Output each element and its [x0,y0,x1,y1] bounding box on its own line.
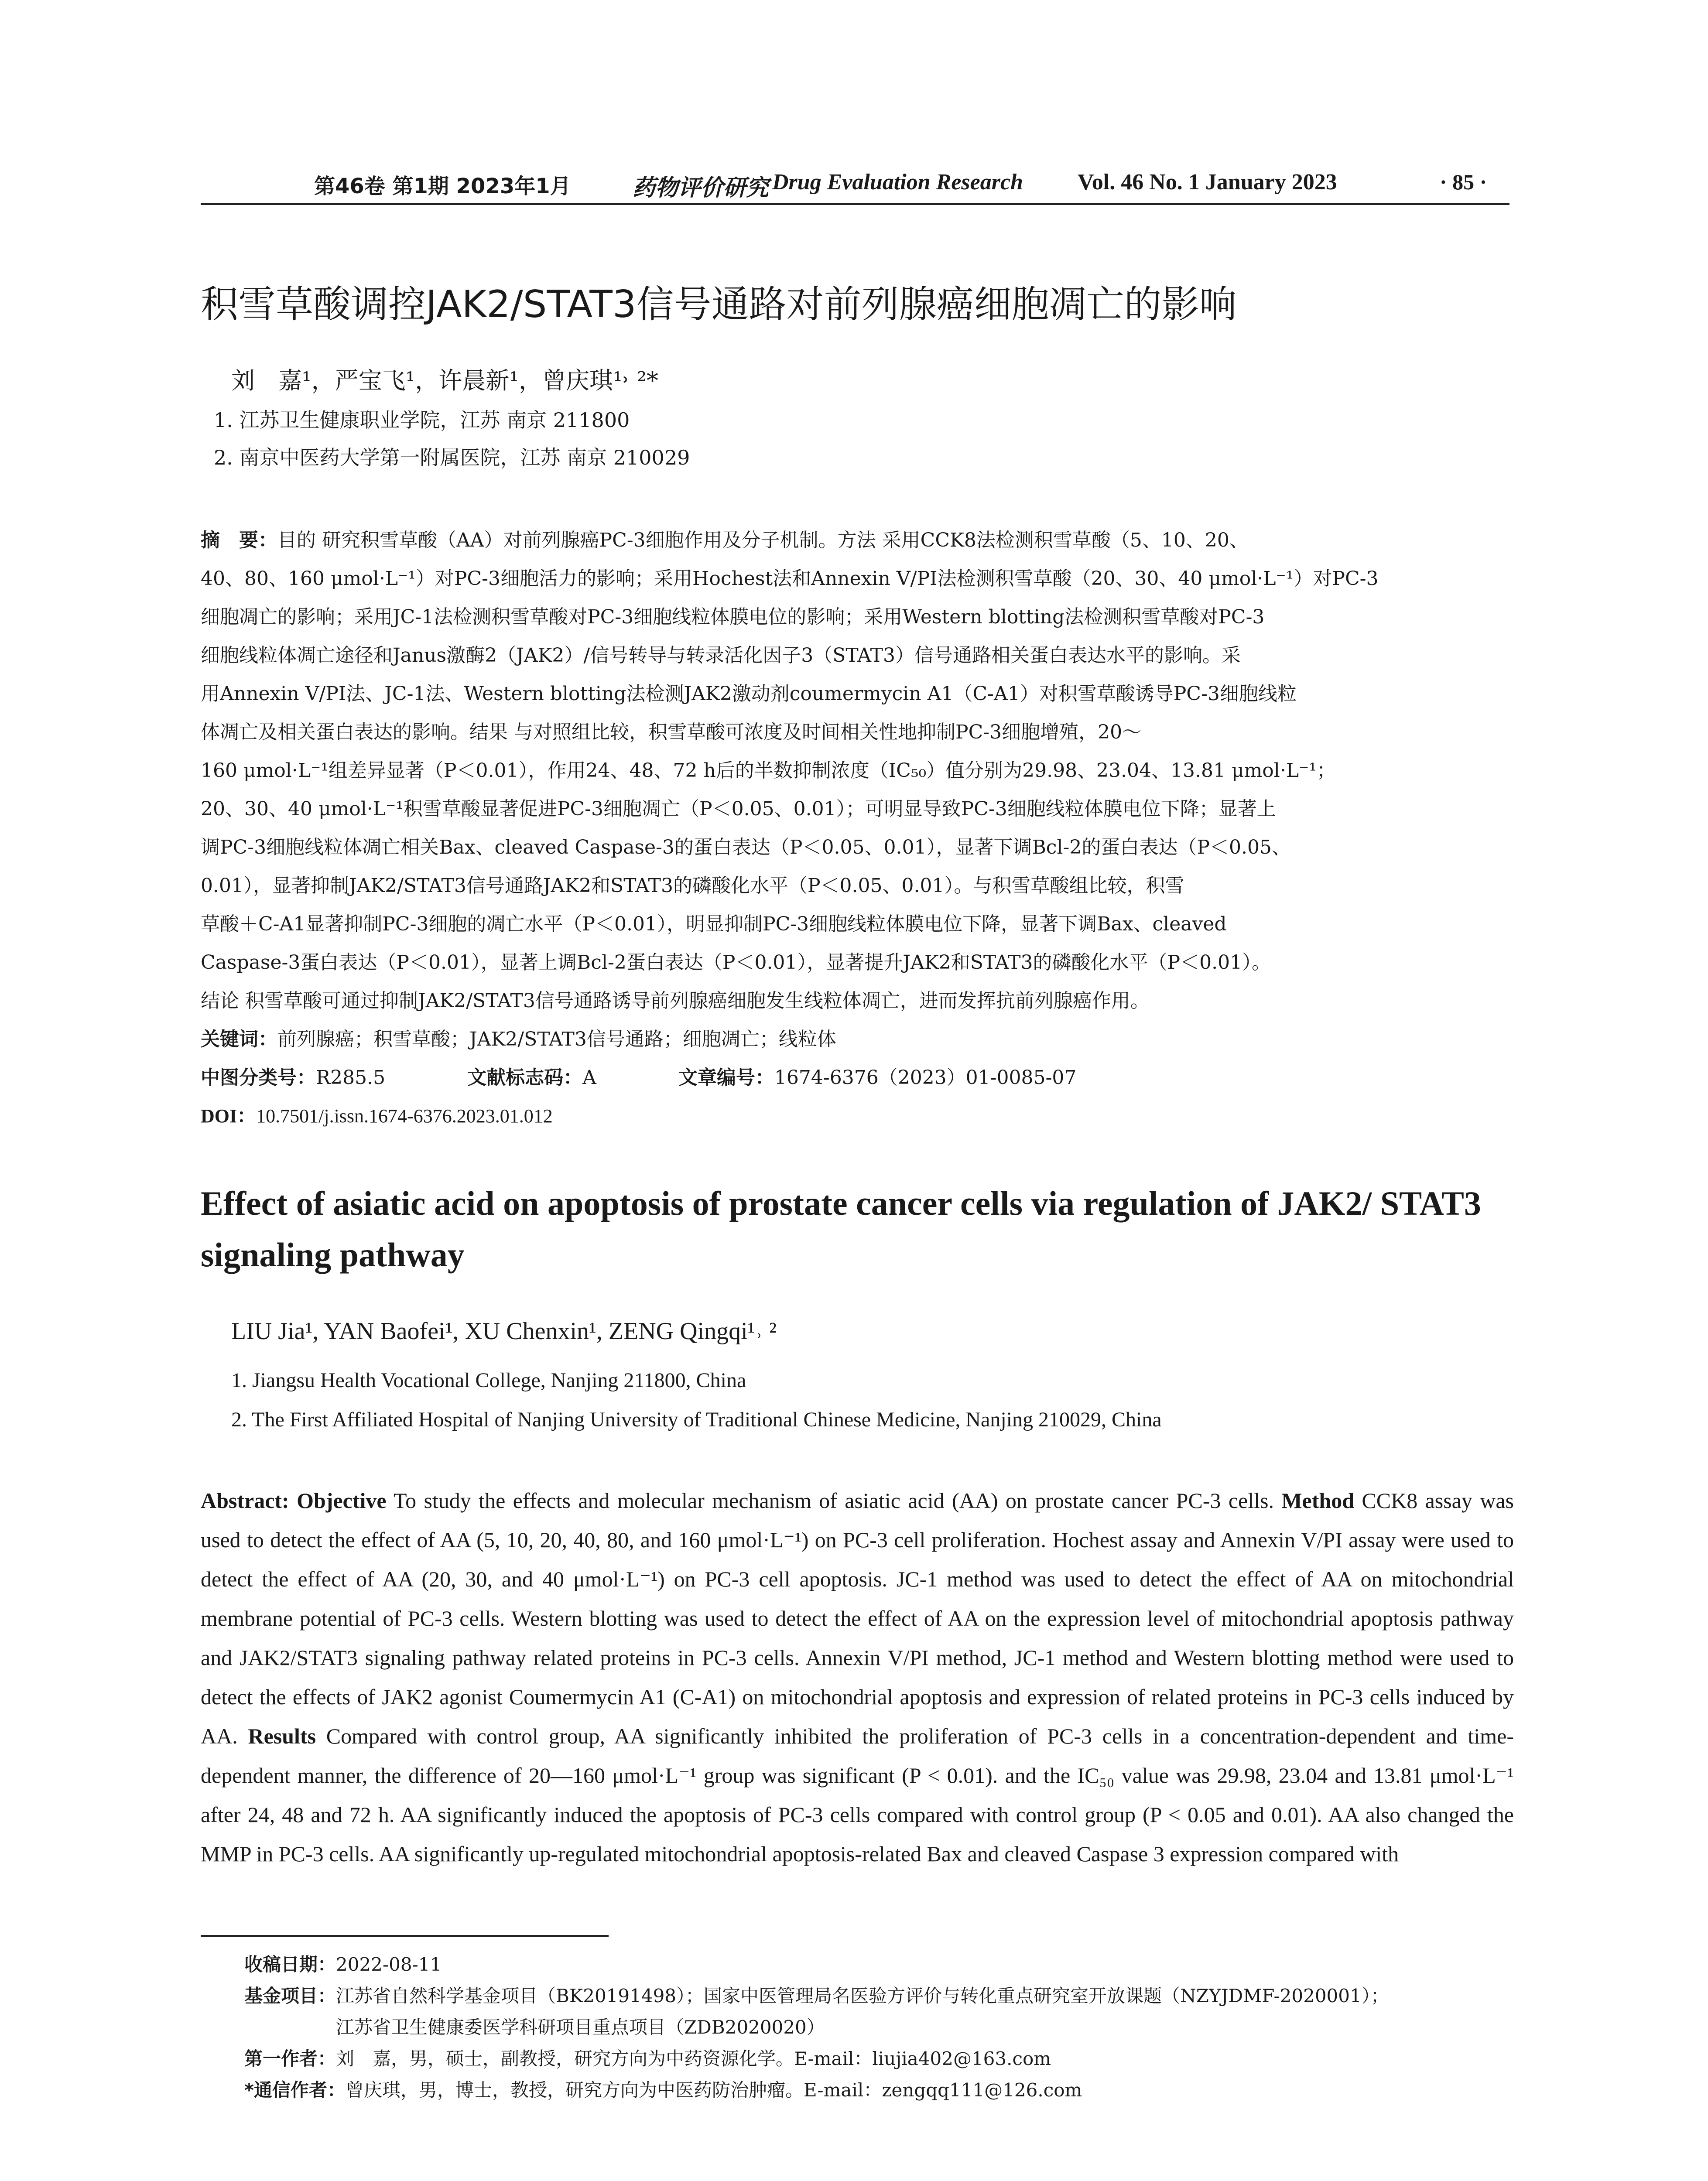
objective-text: To study the effects and molecular mechanism of asiatic acid (AA) on prostate cancer PC-3 cells. [394,1488,1274,1513]
footnote-rule [201,1935,609,1937]
clc-label: 中图分类号： [201,1067,316,1089]
received-date: 2022-08-11 [336,1954,442,1975]
doc-code-label: 文献标志码： [467,1067,583,1089]
journal-logo-cn: 药物评价研究 [633,174,769,201]
results-label: Results [248,1724,316,1748]
article-no-value: 1674-6376（2023）01-0085-07 [774,1067,1077,1089]
cn-abstract [201,521,1514,1135]
cn-abstract-line: 细胞线粒体凋亡途径和Janus激酶2（JAK2）/信号转导与转录活化因子3（STAT3）信号通路相关蛋白表达水平的影响。采 [201,644,1241,667]
journal-issue-cn: 第46卷 第1期 2023年1月 [314,174,571,198]
keywords-label: 关键词： [201,1028,277,1050]
cn-title: 积雪草酸调控JAK2/STAT3信号通路对前列腺癌细胞凋亡的影响 [201,283,1237,326]
cn-abstract-line: 调PC-3细胞线粒体凋亡相关Bax、cleaved Caspase-3的蛋白表达（P＜0.05、0.01），显著下调Bcl-2的蛋白表达（P＜0.05、 [201,836,1291,858]
cn-authors: 刘 嘉¹，严宝飞¹，许晨新¹，曾庆琪¹˒ ²* [231,367,658,394]
journal-volume-en: Vol. 46 No. 1 January 2023 [1078,170,1337,195]
doi-value: 10.7501/j.issn.1674-6376.2023.01.012 [256,1105,553,1127]
fund-label: 基金项目： [244,1985,336,2007]
results-text: Compared with control group, AA significantly inhibited the proliferation of PC-3 cells in a concentration-dependent and time-dependent manner, the difference of 20—160 μmol·L⁻¹ group was significant (P < 0.01). and the IC₅₀ value was 29.98, 23.04 and 13.81 μmol·L⁻¹ after 24, 48 and 72 h. AA significantly induced the apoptosis of PC-3 cells compared with control group (P < 0.05 and 0.01). AA also changed the MMP in PC-3 cells. AA significantly up-regulated mitochondrial apoptosis-related Bax and cleaved Caspase 3 expression compared with [201,1724,1514,1866]
en-affiliation: 1. Jiangsu Health Vocational College, Nanjing 211800, China [231,1369,746,1392]
cn-abstract-label: 摘 要： [201,529,277,551]
en-affiliation: 2. The First Affiliated Hospital of Nanjing University of Traditional Chinese Medicine, Nanjing 210029, China [231,1408,1162,1431]
doc-code-value: A [582,1067,596,1089]
cn-abstract-line: 目的 研究积雪草酸（AA）对前列腺癌PC-3细胞作用及分子机制。方法 采用CCK8法检测积雪草酸（5、10、20、 [277,529,1249,551]
corresponding-text: 曾庆琪，男，博士，教授，研究方向为中医药防治肿瘤。E-mail：zengqq111@126.com [345,2079,1082,2101]
received-label: 收稿日期： [244,1954,336,1975]
cn-abstract-line: 0.01），显著抑制JAK2/STAT3信号通路JAK2和STAT3的磷酸化水平（P＜0.05、0.01）。与积雪草酸组比较，积雪 [201,875,1184,897]
cn-abstract-line: 20、30、40 μmol·L⁻¹积雪草酸显著促进PC-3细胞凋亡（P＜0.05、0.01）；可明显导致PC-3细胞线粒体膜电位下降；显著上 [201,798,1276,820]
doi-label: DOI： [201,1105,257,1127]
header-rule [201,203,1509,205]
fund-text: 江苏省自然科学基金项目（BK20191498）；国家中医管理局名医验方评价与转化重点研究室开放课题（NZYJDMF-2020001）； [336,1985,1389,2007]
keywords: 前列腺癌；积雪草酸；JAK2/STAT3信号通路；细胞凋亡；线粒体 [277,1028,836,1050]
cn-abstract-line: 草酸＋C-A1显著抑制PC-3细胞的凋亡水平（P＜0.01），明显抑制PC-3细胞线粒体膜电位下降，显著下调Bax、cleaved [201,913,1227,935]
classification-row [201,1059,1514,1097]
en-abstract [201,1481,1514,1873]
footnotes [244,1949,1389,2106]
objective-label: Objective [297,1488,387,1513]
article-no-label: 文章编号： [678,1067,774,1089]
en-title: Effect of asiatic acid on apoptosis of prostate cancer cells via regulation of JAK2/ STAT3 signaling pathway [201,1184,1481,1274]
cn-affiliation: 2. 南京中医药大学第一附属医院，江苏 南京 210029 [214,446,690,469]
cn-affiliation: 1. 江苏卫生健康职业学院，江苏 南京 211800 [214,408,630,432]
fund-text-continued: 江苏省卫生健康委医学科研项目重点项目（ZDB2020020） [336,2017,825,2038]
clc-value: R285.5 [316,1067,386,1089]
cn-abstract-line: 结论 积雪草酸可通过抑制JAK2/STAT3信号通路诱导前列腺癌细胞发生线粒体凋亡，进而发挥抗前列腺癌作用。 [201,990,1150,1012]
cn-abstract-line: 160 μmol·L⁻¹组差异显著（P＜0.01），作用24、48、72 h后的半数抑制浓度（IC₅₀）值分别为29.98、23.04、13.81 μmol·L⁻¹； [201,759,1336,782]
cn-abstract-line: 细胞凋亡的影响；采用JC-1法检测积雪草酸对PC-3细胞线粒体膜电位的影响；采用Western blotting法检测积雪草酸对PC-3 [201,606,1265,628]
en-authors: LIU Jia¹, YAN Baofei¹, XU Chenxin¹, ZENG Qingqi¹˒ ² [231,1318,777,1345]
journal-name-en: Drug Evaluation Research [772,170,1023,195]
en-abstract-label: Abstract: [201,1488,289,1513]
method-text: CCK8 assay was used to detect the effect of AA (5, 10, 20, 40, 80, and 160 μmol·L⁻¹) on PC-3 cell proliferation. Hochest assay and Annexin V/PI assay were used to detect the effect of AA (20, 30, and 40 μmol·L⁻¹) on PC-3 cell apoptosis. JC-1 method was used to detect the effect of AA on mitochondrial membrane potential of PC-3 cells. Western blotting was used to detect the effect of AA on the expression level of mitochondrial apoptosis pathway and JAK2/STAT3 signaling pathway related proteins in PC-3 cells. Annexin V/PI method, JC-1 method and Western blotting method were used to detect the effects of JAK2 agonist Coumermycin A1 (C-A1) on mitochondrial apoptosis and expression of related proteins in PC-3 cells induced by AA. [201,1488,1514,1748]
corresponding-label: *通信作者： [244,2079,346,2101]
cn-abstract-line: 40、80、160 μmol·L⁻¹）对PC-3细胞活力的影响；采用Hochest法和Annexin V/PI法检测积雪草酸（20、30、40 μmol·L⁻¹）对PC-3 [201,567,1379,590]
first-author-label: 第一作者： [244,2048,336,2069]
method-label: Method [1281,1488,1355,1513]
page-number: · 85 · [1440,170,1487,194]
cn-abstract-line: 体凋亡及相关蛋白表达的影响。结果 与对照组比较，积雪草酸可浓度及时间相关性地抑制PC-3细胞增殖，20～ [201,721,1142,743]
running-header [0,166,1708,201]
first-author-text: 刘 嘉，男，硕士，副教授，研究方向为中药资源化学。E-mail：liujia402@163.com [336,2048,1051,2069]
cn-abstract-line: 用Annexin V/PI法、JC-1法、Western blotting法检测JAK2激动剂coumermycin A1（C-A1）对积雪草酸诱导PC-3细胞线粒 [201,683,1297,705]
cn-abstract-line: Caspase-3蛋白表达（P＜0.01），显著上调Bcl-2蛋白表达（P＜0.01），显著提升JAK2和STAT3的磷酸化水平（P＜0.01）。 [201,951,1271,974]
